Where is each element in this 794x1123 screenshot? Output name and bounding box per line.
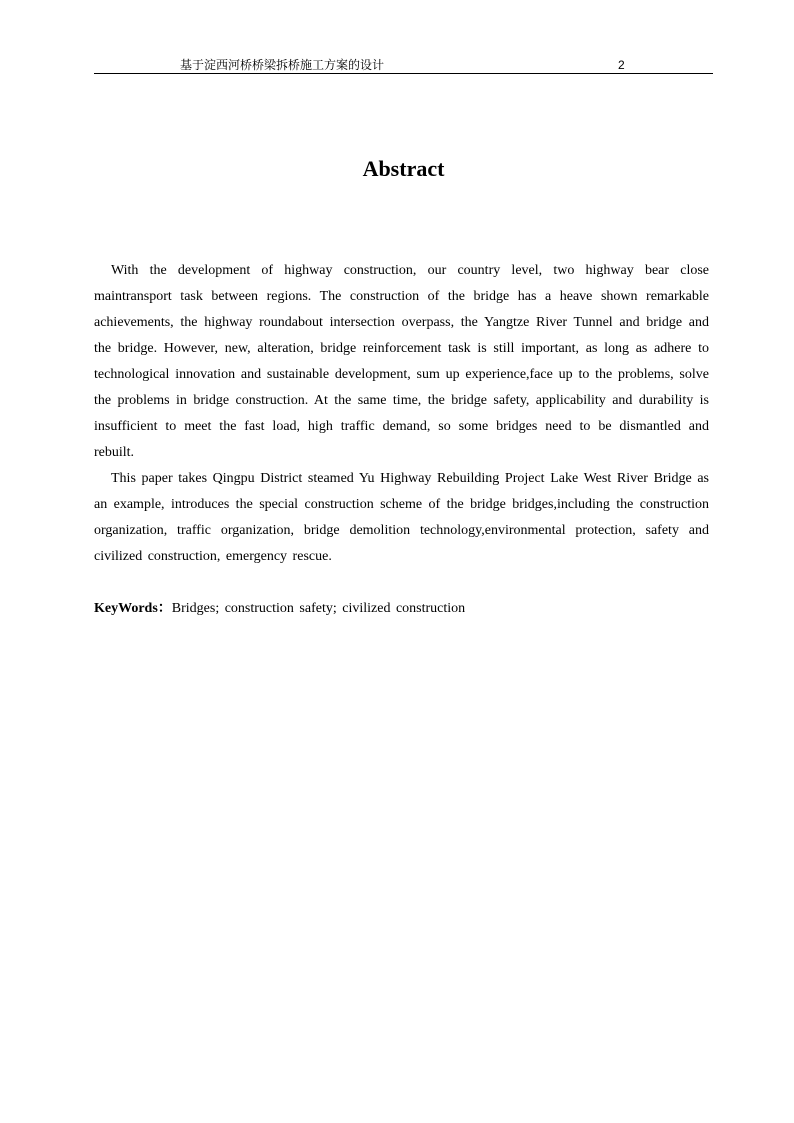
abstract-paragraph-2: This paper takes Qingpu District steamed Yu Highway Rebuilding Project Lake West River Bridge as an example, introduces the special construction scheme of the bridge bridges,including the construction organization, traffic organization, bridge demolition technology,environmental protection, safety and civilized construction, emergency rescue.	[94, 471, 709, 564]
page-number: 2	[618, 58, 625, 72]
keywords-value: Bridges; construction safety; civilized construction	[171, 601, 466, 616]
abstract-body	[94, 258, 709, 570]
keywords-line	[94, 596, 709, 622]
page-header	[94, 57, 713, 74]
abstract-paragraph-1: With the development of highway construction, our country level, two highway bear close maintransport task between regions. The construction of the bridge has a heave shown remarkable achievements, the highway roundabout intersection overpass, the Yangtze River Tunnel and bridge and the bridge. However, new, alteration, bridge reinforcement task is still important, as long as adhere to technological innovation and sustainable development, sum up experience,face up to the problems, solve the problems in bridge construction. At the same time, the bridge safety, applicability and durability is insufficient to meet the fast load, high traffic demand, so some bridges need to be dismantled and rebuilt.	[94, 263, 709, 460]
abstract-title: Abstract	[362, 156, 445, 181]
header-title: 基于淀西河桥桥梁拆桥施工方案的设计	[180, 58, 385, 72]
keywords-label: KeyWords：	[94, 601, 172, 616]
